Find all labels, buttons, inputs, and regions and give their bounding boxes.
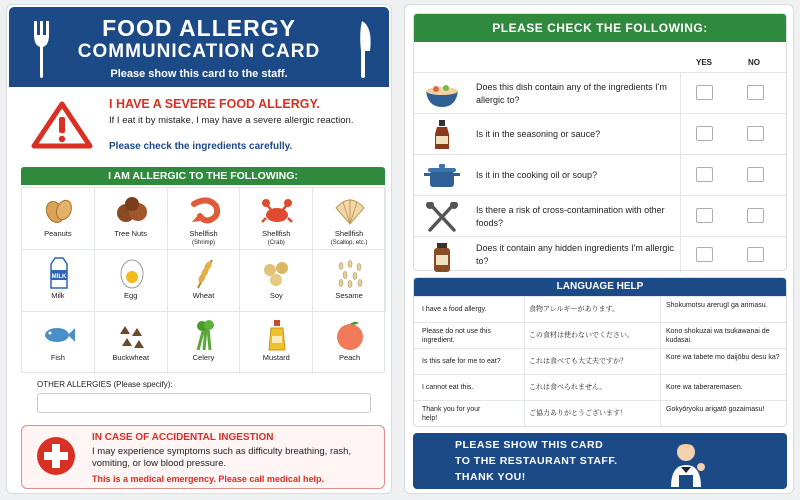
- crossed-utensils-icon: [424, 202, 460, 232]
- allergen-fish: Fish: [22, 312, 95, 374]
- allergen-wheat: Wheat: [168, 250, 241, 312]
- allergens-title: I AM ALLERGIC TO THE FOLLOWING:: [21, 167, 385, 185]
- question-row: Does this dish contain any of the ingredients I'm allergic to?: [414, 72, 786, 113]
- allergen-shrimp: Shellfish (Shrimp): [168, 188, 241, 250]
- allergy-card-front: [6, 4, 392, 494]
- peach-icon: [333, 318, 367, 352]
- phrase-row: I cannot eat this. これは食べられません。 Kore wa taberaremasen.: [414, 374, 786, 400]
- milk-icon: [42, 256, 76, 290]
- mustard-icon: [260, 318, 294, 352]
- phrase-row: Thank you for your help! ご協力ありがとうございます！ Gokyōryoku arigatō gozaimasu!: [414, 400, 786, 428]
- no-checkbox[interactable]: [747, 126, 764, 141]
- allergen-scallop: Shellfish (Scallop, etc.): [313, 188, 386, 250]
- no-checkbox[interactable]: [747, 208, 764, 223]
- dish-bowl-icon: [424, 79, 460, 109]
- card-header: [9, 7, 389, 87]
- warning-heading: I HAVE A SEVERE FOOD ALLERGY.: [109, 97, 320, 111]
- yes-checkbox[interactable]: [696, 247, 713, 262]
- tree-nut-icon: [115, 194, 149, 228]
- other-allergies-field[interactable]: [37, 393, 371, 413]
- warning-triangle-icon: [31, 101, 93, 149]
- emergency-body: I may experience symptoms such as difficulty breathing, rash, vomiting, or low blood pressure.: [92, 446, 352, 469]
- emergency-cta: This is a medical emergency. Please call medical help.: [92, 474, 324, 484]
- cooking-pot-icon: [424, 161, 460, 191]
- allergen-milk: MILK Milk: [22, 250, 95, 312]
- checklist-panel: [413, 13, 787, 271]
- waiter-icon: [661, 437, 711, 487]
- sesame-icon: [333, 256, 367, 290]
- soy-icon: [260, 256, 294, 290]
- banner-line2: TO THE RESTAURANT STAFF.: [455, 455, 618, 467]
- question-row: Is there a risk of cross-contamination with other foods?: [414, 195, 786, 236]
- allergen-egg: Egg: [95, 250, 168, 312]
- yes-checkbox[interactable]: [696, 208, 713, 223]
- no-checkbox[interactable]: [747, 167, 764, 182]
- yes-column-header: YES: [696, 58, 713, 67]
- allergen-buckwheat: Buckwheat: [95, 312, 168, 374]
- language-help-table: [413, 277, 787, 427]
- question-row: Does it contain any hidden ingredients I'm allergic to?: [414, 236, 786, 272]
- emergency-box: [21, 425, 385, 489]
- allergen-soy: Soy: [240, 250, 313, 312]
- no-checkbox[interactable]: [747, 85, 764, 100]
- phrase-row: I have a food allergy. 食物アレルギーがあります。 Shokumotsu arerugī ga arimasu.: [414, 296, 786, 322]
- allergen-peanuts: Peanuts: [22, 188, 95, 250]
- shrimp-icon: [188, 194, 222, 228]
- celery-icon: [188, 318, 222, 352]
- allergen-crab: Shellfish (Crab): [240, 188, 313, 250]
- other-allergies-label: OTHER ALLERGIES (Please specify):: [37, 380, 173, 389]
- medical-cross-icon: [36, 436, 76, 476]
- buckwheat-icon: [115, 318, 149, 352]
- peanut-icon: [42, 194, 76, 228]
- severe-allergy-warning: [17, 95, 385, 155]
- egg-icon: [115, 256, 149, 290]
- wheat-icon: [188, 256, 222, 290]
- sauce-bottle-icon: [424, 120, 460, 150]
- yes-checkbox[interactable]: [696, 126, 713, 141]
- scallop-icon: [333, 194, 367, 228]
- card-title: FOOD ALLERGY: [102, 15, 296, 41]
- allergen-peach: Peach: [313, 312, 386, 374]
- banner-line3: THANK YOU!: [455, 471, 526, 483]
- ingredient-jar-icon: [424, 243, 460, 273]
- allergy-card-back: [404, 4, 794, 494]
- show-card-banner: [413, 433, 787, 489]
- crab-icon: [260, 194, 294, 228]
- question-row: Is it in the seasoning or sauce?: [414, 113, 786, 154]
- banner-line1: PLEASE SHOW THIS CARD: [455, 439, 604, 451]
- allergen-mustard: Mustard: [240, 312, 313, 374]
- svg-text:MILK: MILK: [51, 274, 67, 280]
- yes-checkbox[interactable]: [696, 85, 713, 100]
- card-title-line2: COMMUNICATION CARD: [77, 41, 321, 62]
- allergen-grid: [21, 187, 385, 373]
- fish-icon: [42, 318, 76, 352]
- question-row: Is it in the cooking oil or soup?: [414, 154, 786, 195]
- allergen-sesame: Sesame: [313, 250, 386, 312]
- card-subtitle: Please show this card to the staff.: [110, 68, 288, 80]
- checklist-title: PLEASE CHECK THE FOLLOWING:: [414, 14, 786, 42]
- no-checkbox[interactable]: [747, 247, 764, 262]
- phrase-row: Please do not use this ingredient. この食材は使わないでください。 Kono shokuzai wa tsukawanai de kudasai.: [414, 322, 786, 348]
- yes-checkbox[interactable]: [696, 167, 713, 182]
- warning-body: If I eat it by mistake, I may have a severe allergic reaction.: [109, 115, 354, 126]
- allergen-tree-nuts: Tree Nuts: [95, 188, 168, 250]
- language-help-title: LANGUAGE HELP: [414, 278, 786, 296]
- no-column-header: NO: [748, 58, 760, 67]
- emergency-heading: IN CASE OF ACCIDENTAL INGESTION: [92, 432, 274, 443]
- warning-cta: Please check the ingredients carefully.: [109, 141, 293, 152]
- allergen-celery: Celery: [168, 312, 241, 374]
- phrase-row: Is this safe for me to eat? これは食べても大丈夫ですか？ Kore wa tabete mo daijōbu desu ka?: [414, 348, 786, 374]
